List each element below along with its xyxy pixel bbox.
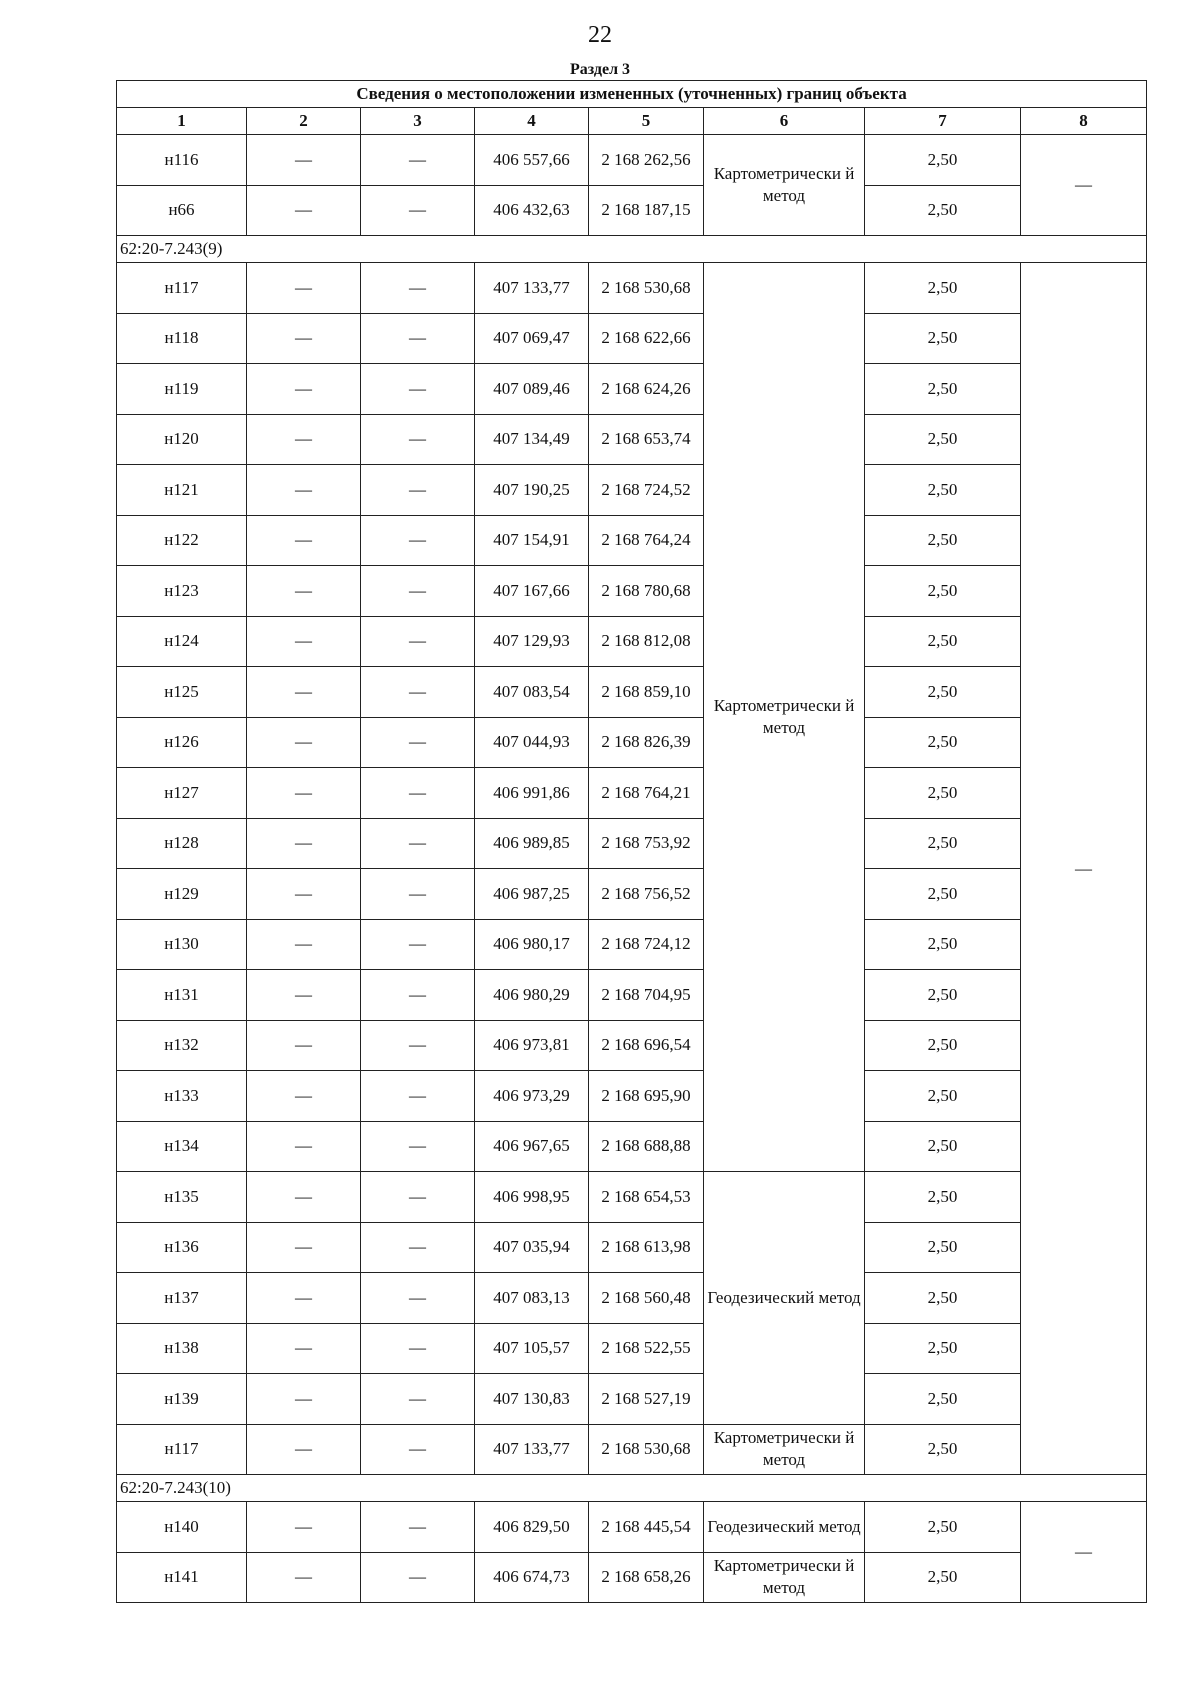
x-coordinate-cell: 406 973,29 — [475, 1071, 589, 1122]
x-coordinate-cell: 407 130,83 — [475, 1374, 589, 1425]
empty-dash-cell: — — [247, 717, 361, 768]
empty-dash-cell: — — [361, 1374, 475, 1425]
method-cell: Картометрически й метод — [704, 135, 865, 236]
empty-dash-cell: — — [361, 1222, 475, 1273]
point-name-cell: н130 — [117, 919, 247, 970]
empty-dash-cell: — — [361, 768, 475, 819]
column-header: 3 — [361, 108, 475, 135]
point-name-cell: н121 — [117, 465, 247, 516]
y-coordinate-cell: 2 168 522,55 — [589, 1323, 704, 1374]
method-cell: Картометрически й метод — [704, 263, 865, 1172]
empty-dash-cell: — — [361, 263, 475, 314]
table-row — [117, 1552, 1147, 1603]
empty-dash-cell: — — [361, 616, 475, 667]
method-cell: Картометрически й метод — [704, 1552, 865, 1603]
point-name-cell: н117 — [117, 1424, 247, 1475]
column-header: 7 — [865, 108, 1021, 135]
accuracy-cell: 2,50 — [865, 263, 1021, 314]
empty-dash-cell: — — [361, 185, 475, 236]
table-row — [117, 185, 1147, 236]
y-coordinate-cell: 2 168 859,10 — [589, 667, 704, 718]
column-header: 1 — [117, 108, 247, 135]
y-coordinate-cell: 2 168 812,08 — [589, 616, 704, 667]
empty-dash-cell: — — [247, 1071, 361, 1122]
point-name-cell: н120 — [117, 414, 247, 465]
point-name-cell: н123 — [117, 566, 247, 617]
accuracy-cell: 2,50 — [865, 1374, 1021, 1425]
accuracy-cell: 2,50 — [865, 768, 1021, 819]
accuracy-cell: 2,50 — [865, 1222, 1021, 1273]
x-coordinate-cell: 407 035,94 — [475, 1222, 589, 1273]
x-coordinate-cell: 407 044,93 — [475, 717, 589, 768]
empty-dash-cell: — — [361, 1121, 475, 1172]
x-coordinate-cell: 406 991,86 — [475, 768, 589, 819]
x-coordinate-cell: 407 133,77 — [475, 1424, 589, 1475]
empty-dash-cell: — — [361, 970, 475, 1021]
empty-dash-cell: — — [247, 263, 361, 314]
empty-dash-cell: — — [361, 919, 475, 970]
y-coordinate-cell: 2 168 724,52 — [589, 465, 704, 516]
table-row — [117, 1273, 1147, 1324]
empty-dash-cell: — — [361, 465, 475, 516]
parcel-number-label: 62:20-7.243(9) — [117, 236, 1147, 263]
y-coordinate-cell: 2 168 753,92 — [589, 818, 704, 869]
empty-dash-cell: — — [361, 667, 475, 718]
empty-dash-cell: — — [247, 1323, 361, 1374]
y-coordinate-cell: 2 168 780,68 — [589, 566, 704, 617]
x-coordinate-cell: 407 154,91 — [475, 515, 589, 566]
accuracy-cell: 2,50 — [865, 717, 1021, 768]
column-8-dash-cell: — — [1021, 263, 1147, 1475]
y-coordinate-cell: 2 168 764,24 — [589, 515, 704, 566]
accuracy-cell: 2,50 — [865, 1323, 1021, 1374]
empty-dash-cell: — — [361, 818, 475, 869]
x-coordinate-cell: 407 105,57 — [475, 1323, 589, 1374]
x-coordinate-cell: 406 973,81 — [475, 1020, 589, 1071]
empty-dash-cell: — — [247, 185, 361, 236]
y-coordinate-cell: 2 168 653,74 — [589, 414, 704, 465]
x-coordinate-cell: 407 133,77 — [475, 263, 589, 314]
point-name-cell: н136 — [117, 1222, 247, 1273]
empty-dash-cell: — — [361, 1273, 475, 1324]
accuracy-cell: 2,50 — [865, 818, 1021, 869]
empty-dash-cell: — — [361, 135, 475, 186]
empty-dash-cell: — — [247, 1552, 361, 1603]
table-row — [117, 768, 1147, 819]
x-coordinate-cell: 407 083,13 — [475, 1273, 589, 1324]
x-coordinate-cell: 407 083,54 — [475, 667, 589, 718]
accuracy-cell: 2,50 — [865, 414, 1021, 465]
table-row — [117, 515, 1147, 566]
empty-dash-cell: — — [247, 135, 361, 186]
method-cell: Геодезический метод — [704, 1172, 865, 1425]
y-coordinate-cell: 2 168 530,68 — [589, 263, 704, 314]
x-coordinate-cell: 406 967,65 — [475, 1121, 589, 1172]
empty-dash-cell: — — [247, 818, 361, 869]
table-row — [117, 1222, 1147, 1273]
point-name-cell: н118 — [117, 313, 247, 364]
x-coordinate-cell: 406 557,66 — [475, 135, 589, 186]
x-coordinate-cell: 406 674,73 — [475, 1552, 589, 1603]
empty-dash-cell: — — [247, 465, 361, 516]
empty-dash-cell: — — [361, 1323, 475, 1374]
empty-dash-cell: — — [361, 1020, 475, 1071]
table-row — [117, 1020, 1147, 1071]
empty-dash-cell: — — [361, 414, 475, 465]
column-header: 5 — [589, 108, 704, 135]
method-cell: Геодезический метод — [704, 1502, 865, 1553]
point-name-cell: н141 — [117, 1552, 247, 1603]
y-coordinate-cell: 2 168 826,39 — [589, 717, 704, 768]
empty-dash-cell: — — [247, 364, 361, 415]
x-coordinate-cell: 406 989,85 — [475, 818, 589, 869]
table-row — [117, 1071, 1147, 1122]
x-coordinate-cell: 407 089,46 — [475, 364, 589, 415]
table-row — [117, 616, 1147, 667]
empty-dash-cell: — — [361, 566, 475, 617]
point-name-cell: н129 — [117, 869, 247, 920]
header-row — [117, 108, 1147, 135]
column-8-dash-cell: — — [1021, 135, 1147, 236]
accuracy-cell: 2,50 — [865, 1071, 1021, 1122]
empty-dash-cell: — — [247, 1374, 361, 1425]
empty-dash-cell: — — [361, 1424, 475, 1475]
y-coordinate-cell: 2 168 696,54 — [589, 1020, 704, 1071]
accuracy-cell: 2,50 — [865, 465, 1021, 516]
empty-dash-cell: — — [361, 1502, 475, 1553]
empty-dash-cell: — — [361, 1552, 475, 1603]
y-coordinate-cell: 2 168 187,15 — [589, 185, 704, 236]
point-name-cell: н139 — [117, 1374, 247, 1425]
table-row — [117, 970, 1147, 1021]
table-row — [117, 135, 1147, 186]
empty-dash-cell: — — [247, 919, 361, 970]
point-name-cell: н126 — [117, 717, 247, 768]
accuracy-cell: 2,50 — [865, 515, 1021, 566]
empty-dash-cell: — — [361, 1071, 475, 1122]
x-coordinate-cell: 407 190,25 — [475, 465, 589, 516]
y-coordinate-cell: 2 168 613,98 — [589, 1222, 704, 1273]
table-row — [117, 717, 1147, 768]
empty-dash-cell: — — [247, 1502, 361, 1553]
empty-dash-cell: — — [361, 515, 475, 566]
empty-dash-cell: — — [247, 414, 361, 465]
empty-dash-cell: — — [247, 1121, 361, 1172]
boundary-coordinates-table — [116, 80, 1147, 1603]
point-name-cell: н119 — [117, 364, 247, 415]
empty-dash-cell: — — [361, 313, 475, 364]
accuracy-cell: 2,50 — [865, 313, 1021, 364]
y-coordinate-cell: 2 168 560,48 — [589, 1273, 704, 1324]
table-row — [117, 818, 1147, 869]
parcel-group-row — [117, 1475, 1147, 1502]
y-coordinate-cell: 2 168 654,53 — [589, 1172, 704, 1223]
point-name-cell: н131 — [117, 970, 247, 1021]
point-name-cell: н138 — [117, 1323, 247, 1374]
x-coordinate-cell: 406 829,50 — [475, 1502, 589, 1553]
table-row — [117, 465, 1147, 516]
accuracy-cell: 2,50 — [865, 566, 1021, 617]
x-coordinate-cell: 407 134,49 — [475, 414, 589, 465]
accuracy-cell: 2,50 — [865, 869, 1021, 920]
parcel-number-label: 62:20-7.243(10) — [117, 1475, 1147, 1502]
empty-dash-cell: — — [247, 970, 361, 1021]
y-coordinate-cell: 2 168 262,56 — [589, 135, 704, 186]
empty-dash-cell: — — [247, 1273, 361, 1324]
point-name-cell: н137 — [117, 1273, 247, 1324]
accuracy-cell: 2,50 — [865, 919, 1021, 970]
point-name-cell: н133 — [117, 1071, 247, 1122]
empty-dash-cell: — — [247, 869, 361, 920]
table-caption: Сведения о местоположении измененных (уточненных) границ объекта — [117, 81, 1147, 108]
x-coordinate-cell: 406 987,25 — [475, 869, 589, 920]
column-header: 2 — [247, 108, 361, 135]
empty-dash-cell: — — [247, 1424, 361, 1475]
table-row — [117, 667, 1147, 718]
point-name-cell: н128 — [117, 818, 247, 869]
column-header: 6 — [704, 108, 865, 135]
page-number: 22 — [588, 22, 612, 48]
y-coordinate-cell: 2 168 445,54 — [589, 1502, 704, 1553]
y-coordinate-cell: 2 168 688,88 — [589, 1121, 704, 1172]
table-row — [117, 1374, 1147, 1425]
empty-dash-cell: — — [247, 1020, 361, 1071]
empty-dash-cell: — — [247, 566, 361, 617]
table-row — [117, 364, 1147, 415]
point-name-cell: н66 — [117, 185, 247, 236]
y-coordinate-cell: 2 168 724,12 — [589, 919, 704, 970]
accuracy-cell: 2,50 — [865, 970, 1021, 1021]
accuracy-cell: 2,50 — [865, 667, 1021, 718]
column-header: 4 — [475, 108, 589, 135]
x-coordinate-cell: 406 980,29 — [475, 970, 589, 1021]
table-row — [117, 1121, 1147, 1172]
point-name-cell: н122 — [117, 515, 247, 566]
point-name-cell: н127 — [117, 768, 247, 819]
empty-dash-cell: — — [361, 1172, 475, 1223]
point-name-cell: н134 — [117, 1121, 247, 1172]
empty-dash-cell: — — [247, 515, 361, 566]
empty-dash-cell: — — [247, 768, 361, 819]
x-coordinate-cell: 407 167,66 — [475, 566, 589, 617]
method-cell: Картометрически й метод — [704, 1424, 865, 1475]
accuracy-cell: 2,50 — [865, 1552, 1021, 1603]
table-row — [117, 566, 1147, 617]
table-row — [117, 263, 1147, 314]
empty-dash-cell: — — [361, 717, 475, 768]
table-row — [117, 869, 1147, 920]
y-coordinate-cell: 2 168 622,66 — [589, 313, 704, 364]
point-name-cell: н135 — [117, 1172, 247, 1223]
empty-dash-cell: — — [247, 313, 361, 364]
point-name-cell: н125 — [117, 667, 247, 718]
empty-dash-cell: — — [361, 364, 475, 415]
table-row — [117, 1323, 1147, 1374]
table-row — [117, 1424, 1147, 1475]
y-coordinate-cell: 2 168 695,90 — [589, 1071, 704, 1122]
point-name-cell: н124 — [117, 616, 247, 667]
accuracy-cell: 2,50 — [865, 1424, 1021, 1475]
y-coordinate-cell: 2 168 658,26 — [589, 1552, 704, 1603]
empty-dash-cell: — — [247, 667, 361, 718]
x-coordinate-cell: 407 129,93 — [475, 616, 589, 667]
accuracy-cell: 2,50 — [865, 1020, 1021, 1071]
empty-dash-cell: — — [247, 1172, 361, 1223]
column-header: 8 — [1021, 108, 1147, 135]
column-8-dash-cell: — — [1021, 1502, 1147, 1603]
empty-dash-cell: — — [247, 616, 361, 667]
point-name-cell: н116 — [117, 135, 247, 186]
table-row — [117, 313, 1147, 364]
accuracy-cell: 2,50 — [865, 1172, 1021, 1223]
empty-dash-cell: — — [361, 869, 475, 920]
y-coordinate-cell: 2 168 527,19 — [589, 1374, 704, 1425]
x-coordinate-cell: 406 980,17 — [475, 919, 589, 970]
parcel-group-row — [117, 236, 1147, 263]
point-name-cell: н117 — [117, 263, 247, 314]
table-row — [117, 1502, 1147, 1553]
empty-dash-cell: — — [247, 1222, 361, 1273]
table-row — [117, 1172, 1147, 1223]
accuracy-cell: 2,50 — [865, 1502, 1021, 1553]
section-title: Раздел 3 — [569, 61, 631, 78]
x-coordinate-cell: 406 432,63 — [475, 185, 589, 236]
accuracy-cell: 2,50 — [865, 1273, 1021, 1324]
point-name-cell: н140 — [117, 1502, 247, 1553]
y-coordinate-cell: 2 168 764,21 — [589, 768, 704, 819]
accuracy-cell: 2,50 — [865, 185, 1021, 236]
x-coordinate-cell: 407 069,47 — [475, 313, 589, 364]
accuracy-cell: 2,50 — [865, 616, 1021, 667]
y-coordinate-cell: 2 168 704,95 — [589, 970, 704, 1021]
table-row — [117, 919, 1147, 970]
table-row — [117, 414, 1147, 465]
x-coordinate-cell: 406 998,95 — [475, 1172, 589, 1223]
accuracy-cell: 2,50 — [865, 1121, 1021, 1172]
y-coordinate-cell: 2 168 624,26 — [589, 364, 704, 415]
point-name-cell: н132 — [117, 1020, 247, 1071]
y-coordinate-cell: 2 168 756,52 — [589, 869, 704, 920]
accuracy-cell: 2,50 — [865, 135, 1021, 186]
y-coordinate-cell: 2 168 530,68 — [589, 1424, 704, 1475]
accuracy-cell: 2,50 — [865, 364, 1021, 415]
